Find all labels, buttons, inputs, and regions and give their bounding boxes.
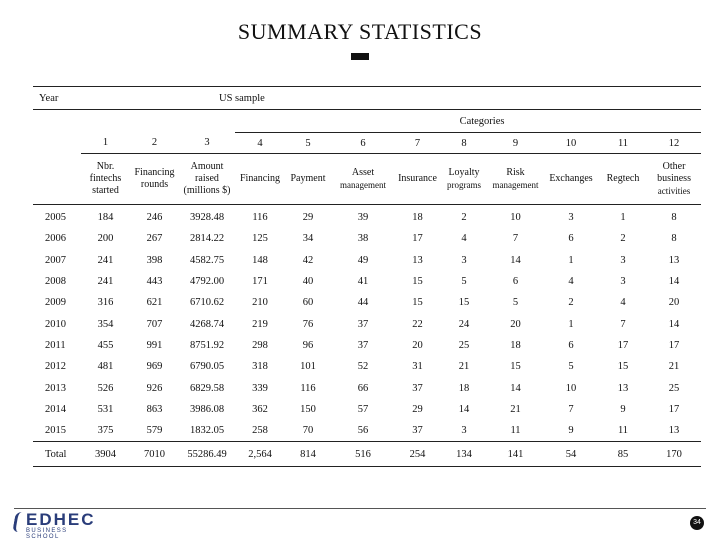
column-description [331, 154, 395, 205]
table-cell: 1832.05 [189, 425, 225, 437]
row-year: 2006 [45, 233, 66, 245]
table-cell: 6829.58 [189, 382, 225, 394]
table-row [33, 356, 701, 377]
total-cell: 2,564 [235, 442, 285, 467]
column-description-line: activities [657, 186, 691, 196]
table-cell: 37 [412, 425, 423, 437]
table-cell: 621 [146, 297, 163, 309]
table-cell: 8751.92 [189, 339, 225, 351]
column-description-line: Financing [134, 167, 175, 178]
column-description-line: Insurance [398, 173, 437, 184]
table-cell: 9 [620, 403, 626, 415]
table-cell: 76 [302, 318, 314, 330]
table-cell: 20 [668, 297, 680, 309]
table-cell: 52 [357, 361, 369, 373]
table-row [33, 335, 701, 356]
table-cell: 11 [510, 425, 521, 437]
table-cell: 17 [617, 339, 629, 351]
column-description [488, 154, 543, 205]
column-number: 2 [130, 133, 179, 154]
row-year: 2014 [45, 403, 66, 415]
table-cell: 14 [510, 254, 521, 266]
table-cell: 4582.75 [189, 254, 225, 266]
column-description-line: Risk [506, 167, 525, 178]
column-description [395, 154, 440, 205]
table-cell: 10 [510, 212, 521, 224]
column-description-line: Nbr. [96, 161, 115, 172]
column-description [599, 154, 647, 205]
footer-divider [14, 508, 706, 509]
column-number: 8 [440, 133, 488, 154]
column-description-line: Loyalty [448, 167, 480, 178]
row-year: 2009 [45, 297, 66, 309]
table-cell: 39 [357, 212, 369, 224]
table-cell: 298 [252, 339, 268, 351]
table-cell: 24 [458, 318, 470, 330]
table-cell: 150 [300, 403, 316, 415]
table-cell: 101 [300, 361, 316, 373]
table-cell: 4 [620, 297, 626, 309]
table-cell: 57 [357, 403, 369, 415]
column-description-line: Regtech [606, 173, 640, 184]
table-cell: 3986.08 [189, 403, 225, 415]
table-cell: 2 [620, 233, 626, 245]
table-cell: 29 [412, 403, 423, 415]
total-cell: 3904 [81, 442, 130, 467]
table-cell: 3 [568, 212, 574, 224]
table-cell: 17 [668, 403, 680, 415]
table-cell: 1 [568, 318, 574, 330]
table-cell: 375 [97, 425, 114, 437]
total-cell: 7010 [130, 442, 179, 467]
table-cell: 15 [510, 361, 521, 373]
column-description-line: Payment [290, 173, 326, 184]
column-description-line: Financing [240, 173, 280, 184]
logo-text: EDHEC [26, 510, 96, 529]
column-number: 10 [543, 133, 599, 154]
row-year: 2007 [45, 254, 66, 266]
table-cell: 354 [97, 318, 114, 330]
row-year: 2010 [45, 318, 66, 330]
table-cell: 6790.05 [189, 361, 225, 373]
table-cell: 531 [97, 403, 114, 415]
table-cell: 9 [568, 425, 574, 437]
table-cell: 96 [302, 339, 314, 351]
table-cell: 200 [97, 233, 114, 245]
table-cell: 4 [461, 233, 467, 245]
table-cell: 13 [668, 254, 680, 266]
edhec-logo [14, 510, 104, 540]
table-cell: 15 [458, 297, 470, 309]
column-description [285, 154, 331, 205]
table-cell: 455 [97, 339, 114, 351]
table-row [33, 228, 701, 249]
table-cell: 14 [668, 318, 680, 330]
table-cell: 5 [461, 276, 467, 288]
total-cell: 54 [543, 442, 599, 467]
table-cell: 17 [668, 339, 680, 351]
table-cell: 14 [668, 276, 680, 288]
page-number: 34 [690, 516, 704, 530]
table-cell: 241 [97, 254, 114, 266]
table-row [33, 420, 701, 442]
column-description [81, 154, 130, 205]
table-row [33, 250, 701, 271]
table-cell: 8 [671, 233, 677, 245]
table-cell: 37 [357, 318, 369, 330]
column-description-line: started [92, 185, 119, 196]
table-cell: 258 [252, 425, 268, 437]
table-cell: 6 [568, 233, 574, 245]
column-description-line: management [340, 180, 386, 190]
table-cell: 526 [97, 382, 114, 394]
summary-table [33, 86, 701, 467]
total-cell: 141 [488, 442, 543, 467]
table-cell: 443 [146, 276, 163, 288]
column-number: 4 [235, 133, 285, 154]
table-cell: 6710.62 [189, 297, 225, 309]
total-row [33, 442, 701, 467]
table-cell: 15 [617, 361, 629, 373]
table-cell: 318 [252, 361, 268, 373]
table-cell: 184 [97, 212, 114, 224]
table-cell: 171 [252, 276, 268, 288]
table-row [33, 205, 701, 229]
table-cell: 6 [512, 276, 519, 288]
table-cell: 31 [412, 361, 423, 373]
column-description-line: Asset [351, 167, 375, 178]
table-cell: 37 [357, 339, 369, 351]
table-cell: 38 [357, 233, 369, 245]
table-cell: 362 [252, 403, 268, 415]
table-cell: 60 [302, 297, 314, 309]
table-cell: 13 [617, 382, 629, 394]
sample-header: US sample [81, 87, 701, 110]
table-cell: 481 [97, 361, 114, 373]
table-cell: 1 [620, 212, 626, 224]
column-number: 11 [599, 133, 647, 154]
table-row [33, 377, 701, 398]
table-cell: 707 [146, 318, 163, 330]
table-cell: 8 [671, 212, 677, 224]
column-description-line: rounds [140, 179, 169, 190]
total-cell: 170 [647, 442, 701, 467]
table-cell: 339 [252, 382, 268, 394]
column-number: 7 [395, 133, 440, 154]
table-cell: 116 [300, 382, 316, 394]
column-description [440, 154, 488, 205]
table-cell: 579 [146, 425, 163, 437]
table-cell: 5 [512, 297, 519, 309]
table-cell: 3928.48 [189, 212, 225, 224]
table-cell: 11 [617, 425, 629, 437]
table-cell: 13 [668, 425, 680, 437]
table-cell: 116 [252, 212, 268, 224]
total-cell: 85 [599, 442, 647, 467]
table-row [33, 271, 701, 292]
column-description [543, 154, 599, 205]
table-cell: 41 [357, 276, 369, 288]
table-cell: 40 [302, 276, 314, 288]
table-cell: 25 [458, 339, 470, 351]
column-description [179, 154, 235, 205]
total-cell: 254 [395, 442, 440, 467]
row-year: 2008 [45, 276, 66, 288]
column-number: 9 [488, 133, 543, 154]
table-cell: 4 [568, 276, 574, 288]
column-description-line: Amount [190, 161, 224, 172]
table-cell: 246 [146, 212, 163, 224]
table-cell: 926 [146, 382, 163, 394]
table-cell: 21 [510, 403, 521, 415]
table-cell: 21 [668, 361, 680, 373]
column-description-line: raised [195, 173, 219, 184]
table-cell: 18 [510, 339, 521, 351]
table-cell: 15 [412, 276, 423, 288]
table-cell: 2 [461, 212, 467, 224]
table-row [33, 399, 701, 420]
total-label: Total [33, 442, 81, 467]
table-cell: 7 [512, 233, 519, 245]
table-cell: 18 [412, 212, 423, 224]
title-underline-bar [351, 53, 369, 60]
table-cell: 125 [252, 233, 268, 245]
table-cell: 7 [620, 318, 626, 330]
table-cell: 20 [510, 318, 521, 330]
table-cell: 18 [458, 382, 470, 394]
table-cell: 70 [302, 425, 314, 437]
year-header: Year [33, 87, 81, 110]
categories-header: Categories [235, 110, 701, 133]
column-description-line: Exchanges [549, 173, 593, 184]
table-cell: 20 [412, 339, 423, 351]
table-cell: 241 [97, 276, 114, 288]
column-number: 12 [647, 133, 701, 154]
table-cell: 969 [146, 361, 163, 373]
table-cell: 22 [412, 318, 423, 330]
table-cell: 5 [568, 361, 574, 373]
table-cell: 398 [146, 254, 163, 266]
column-description-line: Other [662, 161, 686, 172]
total-cell: 814 [285, 442, 331, 467]
column-description-line: (millions $) [183, 185, 231, 196]
table-cell: 10 [565, 382, 577, 394]
table-cell: 34 [302, 233, 314, 245]
column-description [647, 154, 701, 205]
table-cell: 14 [510, 382, 521, 394]
table-cell: 44 [357, 297, 369, 309]
table-cell: 210 [252, 297, 268, 309]
table-cell: 25 [668, 382, 680, 394]
table-cell: 316 [97, 297, 114, 309]
table-cell: 42 [302, 254, 314, 266]
column-description [235, 154, 285, 205]
page-title: SUMMARY STATISTICS [237, 19, 483, 44]
table-cell: 14 [458, 403, 470, 415]
table-cell: 13 [412, 254, 423, 266]
column-description-line: fintechs [89, 173, 122, 184]
column-number: 5 [285, 133, 331, 154]
table-cell: 56 [357, 425, 369, 437]
total-cell: 134 [440, 442, 488, 467]
table-cell: 29 [302, 212, 314, 224]
table-cell: 4268.74 [189, 318, 225, 330]
table-cell: 3 [620, 276, 626, 288]
column-description-line: programs [447, 180, 481, 190]
column-description [130, 154, 179, 205]
table-cell: 3 [620, 254, 626, 266]
row-year: 2013 [45, 382, 66, 394]
logo-subtitle: BUSINESS SCHOOL [26, 528, 68, 540]
table-row [33, 313, 701, 334]
column-description-line: management [492, 180, 539, 190]
table-cell: 66 [357, 382, 369, 394]
table-cell: 3 [461, 425, 467, 437]
row-year: 2005 [45, 212, 66, 224]
table-cell: 37 [412, 382, 423, 394]
table-cell: 1 [568, 254, 574, 266]
table-cell: 148 [252, 254, 268, 266]
column-number: 1 [81, 133, 130, 154]
column-number: 6 [331, 133, 395, 154]
table-cell: 3 [461, 254, 467, 266]
row-year: 2012 [45, 361, 66, 373]
table-cell: 49 [357, 254, 369, 266]
row-year: 2011 [45, 339, 66, 351]
total-cell: 516 [331, 442, 395, 467]
column-description-line: business [657, 173, 691, 184]
table-cell: 21 [458, 361, 470, 373]
table-cell: 2 [568, 297, 574, 309]
total-cell: 55286.49 [179, 442, 235, 467]
table-cell: 17 [412, 233, 423, 245]
table-cell: 2814.22 [189, 233, 225, 245]
table-cell: 6 [568, 339, 574, 351]
table-row [33, 292, 701, 313]
table-cell: 15 [412, 297, 423, 309]
table-cell: 7 [568, 403, 574, 415]
table-cell: 267 [146, 233, 163, 245]
table-cell: 4792.00 [189, 276, 225, 288]
table-cell: 991 [146, 339, 163, 351]
row-year: 2015 [45, 425, 66, 437]
table-cell: 219 [252, 318, 268, 330]
table-cell: 863 [146, 403, 163, 415]
column-number: 3 [179, 133, 235, 154]
